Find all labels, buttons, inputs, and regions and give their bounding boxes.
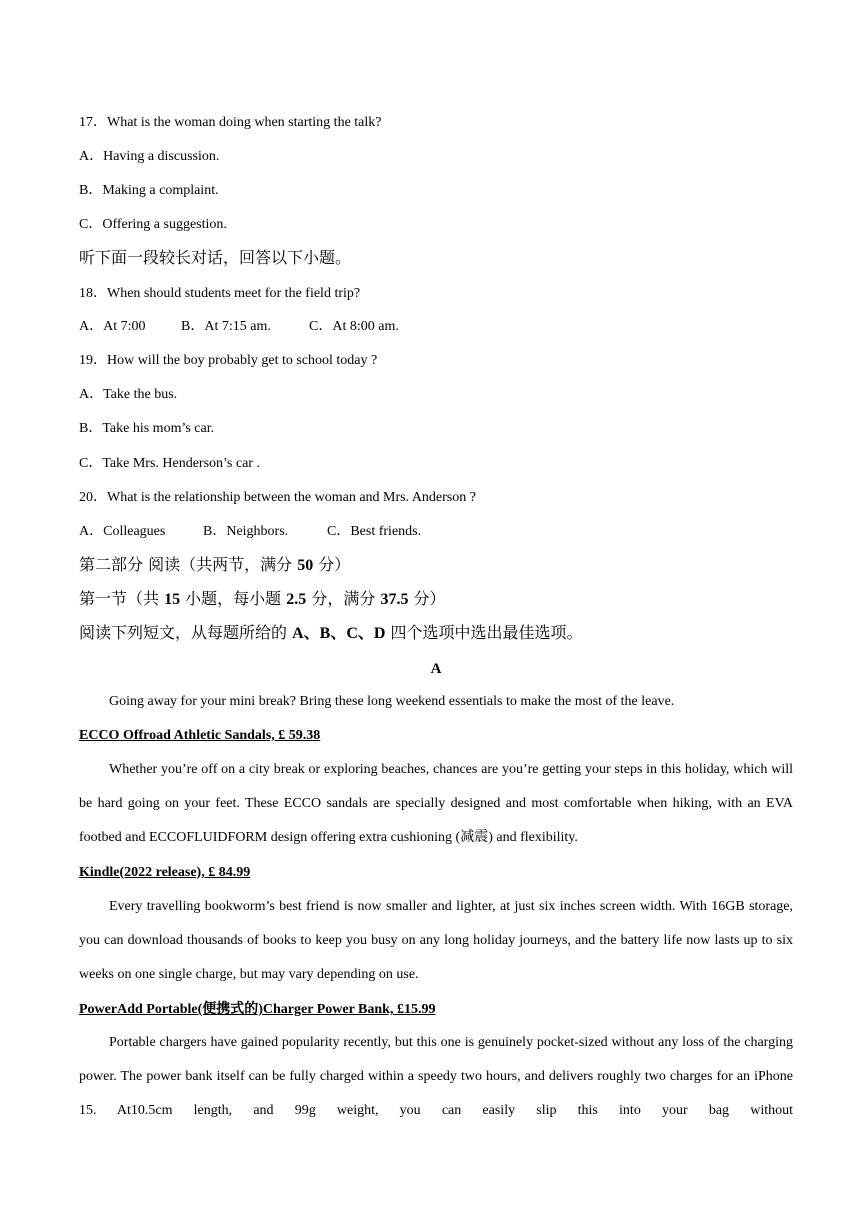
item-text-sandals: Whether you’re off on a city break or exploring beaches, chances are you’re getting your steps in this holiday, which will be hard going on your feet. These ECCO sandals are specially designed and most comfortable when hiking, with an EVA footbed and ECCOFLUIDFORM design offering extra cushioning (减震) and flexibility. (79, 762, 793, 845)
item-heading-powerbank: PowerAdd Portable(便携式的)Charger Power Bank, £15.99 (79, 1002, 436, 1017)
part2-heading: 第二部分 阅读（共两节，满分 50 分） (79, 555, 351, 574)
option-18a: A．At 7:00 (79, 319, 146, 334)
option-17b: B．Making a complaint. (79, 183, 219, 198)
question-20: 20．What is the relationship between the woman and Mrs. Anderson ? (79, 490, 476, 505)
passage-intro: Going away for your mini break? Bring these long weekend essentials to make the most of the leave. (109, 694, 675, 709)
option-17a: A．Having a discussion. (79, 149, 220, 164)
option-18b: B．At 7:15 am. (181, 319, 271, 334)
item-text-kindle: Every travelling bookworm’s best friend is now smaller and lighter, at just six inches screen width. With 16GB storage, you can download thousands of books to keep you busy on any long holiday journeys, and the battery life now lasts up to six weeks on one single charge, but may vary depending on use. (79, 899, 793, 982)
option-18c: C．At 8:00 am. (309, 319, 399, 334)
option-20a: A．Colleagues (79, 524, 166, 539)
passage-letter: A (430, 661, 442, 677)
question-18: 18．When should students meet for the field trip? (79, 286, 361, 301)
option-19b: B．Take his mom’s car. (79, 421, 215, 436)
question-19: 19．How will the boy probably get to school today ? (79, 353, 378, 368)
option-19c: C．Take Mrs. Henderson’s car . (79, 456, 260, 471)
reading-instruction: 阅读下列短文，从每题所给的 A、B、C、D 四个选项中选出最佳选项。 (79, 623, 583, 642)
item-heading-sandals: ECCO Offroad Athletic Sandals, £ 59.38 (79, 728, 321, 743)
question-17: 17．What is the woman doing when starting the talk? (79, 115, 382, 130)
option-20b: B．Neighbors. (203, 524, 289, 539)
options-18 (79, 318, 399, 336)
option-19a: A．Take the bus. (79, 387, 178, 402)
dialog-instruction: 听下面一段较长对话，回答以下小题。 (79, 248, 352, 267)
option-20c: C．Best friends. (327, 524, 422, 539)
options-20 (79, 523, 421, 541)
item-heading-kindle: Kindle(2022 release), £ 84.99 (79, 865, 251, 880)
option-17c: C．Offering a suggestion. (79, 217, 227, 232)
section1-heading: 第一节（共 15 小题，每小题 2.5 分，满分 37.5 分） (79, 589, 446, 608)
item-text-powerbank: Portable chargers have gained popularity recently, but this one is genuinely pocket-sized without any loss of the charging power. The power bank itself can be fully charged within a speedy two hours, and delivers roughly two charges for an iPhone 15. At10.5cm length, and 99g weight, you can easily slip this into your bag without (79, 1035, 793, 1118)
